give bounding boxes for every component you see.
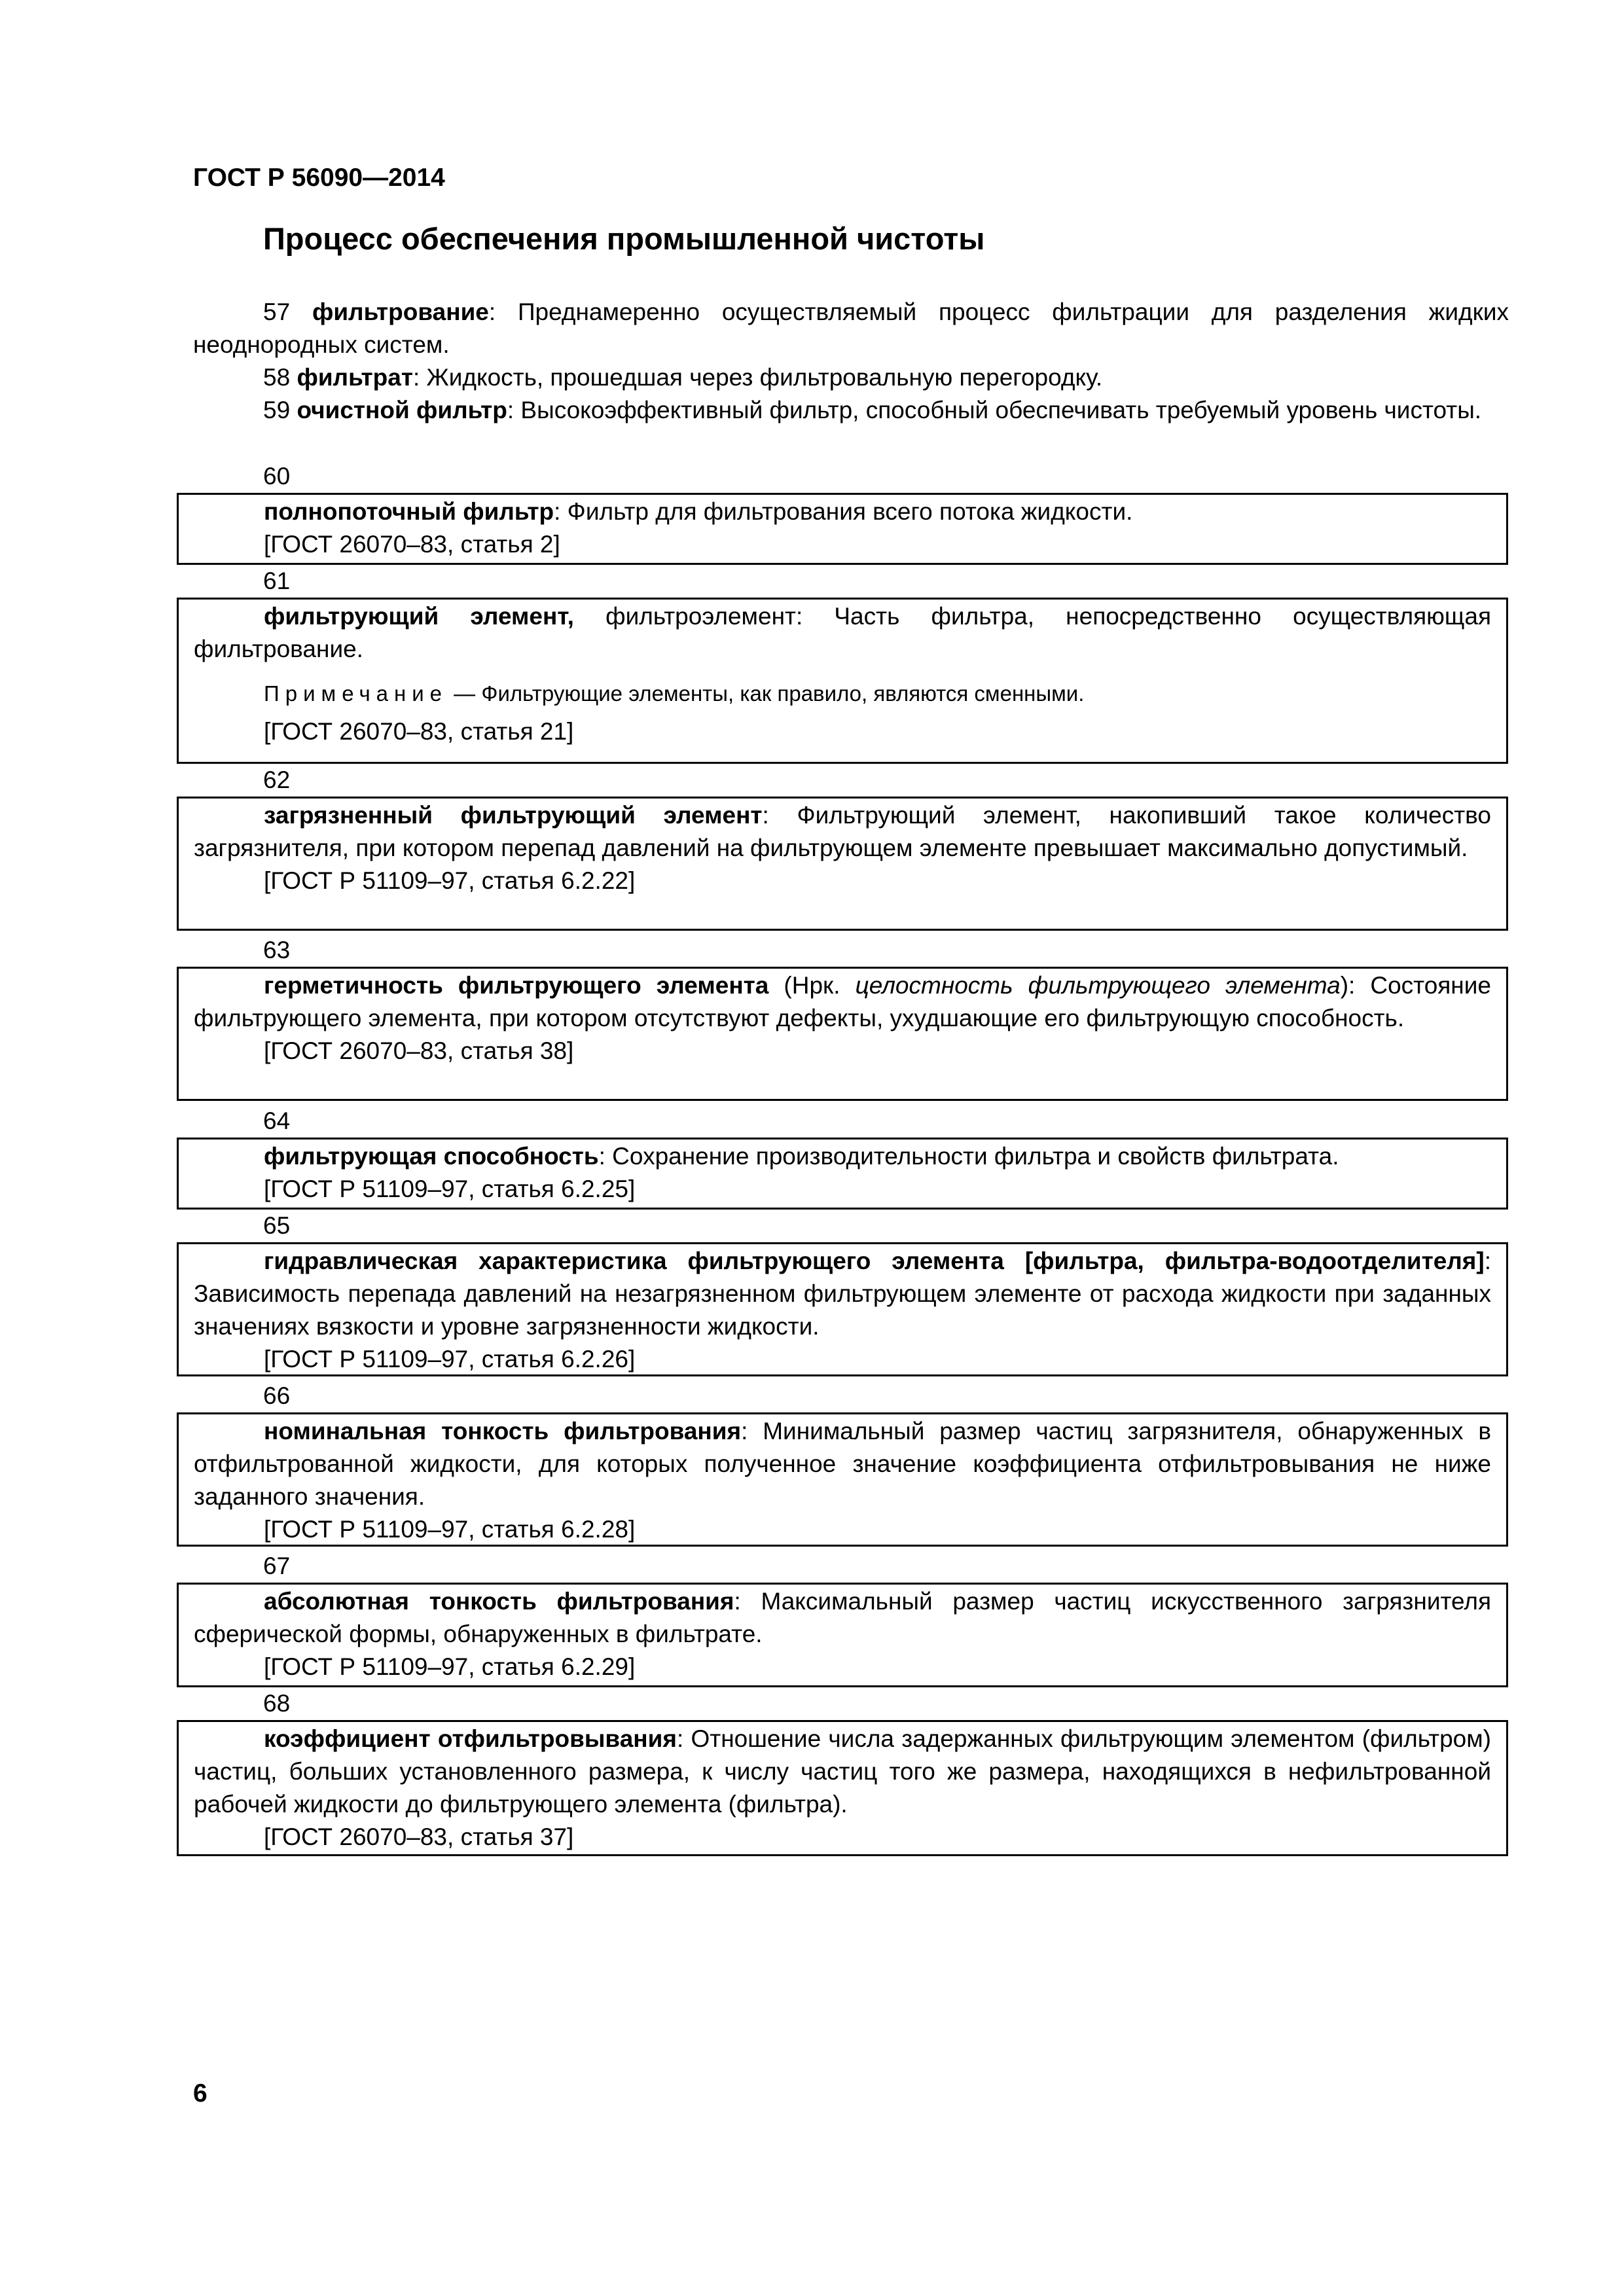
term-definition: : Жидкость, прошедшая через фильтровальную перегородку.: [412, 364, 1103, 391]
term-definition: ): Состояние фильтрующего элемента, при котором отсутствуют дефекты, ухудшающие его фильтрующую способность.: [194, 972, 1491, 1031]
term-definition: : Минимальный размер частиц загрязнителя, обнаруженных в отфильтрованной жидкости, для которых полученное значение коэффициента отфильтровывания не ниже заданного значения.: [194, 1418, 1491, 1510]
section-title: Процесс обеспечения промышленной чистоты: [263, 221, 985, 256]
term-name: номинальная тонкость фильтрования: [264, 1418, 742, 1444]
term-number: 63: [263, 937, 291, 963]
term-number: 68: [263, 1690, 291, 1717]
term-name: загрязненный фильтрующий элемент: [264, 802, 763, 829]
term-source: [ГОСТ 26070–83, статья 38]: [264, 1037, 574, 1064]
document-code: ГОСТ Р 56090—2014: [193, 164, 445, 192]
intro-terms: [193, 296, 1509, 427]
term-source: [ГОСТ 26070–83, статья 21]: [264, 718, 574, 745]
term-number: 67: [263, 1552, 291, 1579]
term-source: [ГОСТ Р 51109–97, статья 6.2.22]: [264, 867, 636, 894]
term-number: 60: [263, 463, 291, 490]
term-definition: : Сохранение производительности фильтра и свойств фильтрата.: [598, 1143, 1339, 1170]
term-definition: : Максимальный размер частиц искусственного загрязнителя сферической формы, обнаруженных в фильтрате.: [194, 1588, 1491, 1647]
term-name: фильтрат: [297, 364, 413, 391]
term-name: коэффициент отфильтровывания: [264, 1725, 677, 1752]
term-name: абсолютная тонкость фильтрования: [264, 1588, 734, 1615]
term-box-62: [177, 797, 1508, 931]
term-box-60: [177, 493, 1508, 565]
term-definition: : Фильтр для фильтрования всего потока жидкости.: [554, 498, 1133, 525]
term-name: фильтрование: [312, 298, 489, 325]
term-number: 65: [263, 1212, 291, 1239]
term-57: 57 фильтрование: Преднамеренно осуществляемый процесс фильтрации для разделения жидких неоднородных систем.: [193, 298, 1509, 358]
term-name: полнопоточный фильтр: [264, 498, 554, 525]
term-box-66: [177, 1412, 1508, 1547]
term-59: 59 очистной фильтр: Высокоэффективный фильтр, способный обеспечивать требуемый уровень чистоты.: [263, 397, 1482, 423]
term-number: 64: [263, 1107, 291, 1134]
term-box-63: герметичность фильтрующего элемента (Нрк. целостность фильтрующего элемента): Состояние фильтрующего элемента, при котором отсутствуют дефекты, ухудшающие его фильтрующую способность. [ГОСТ 26070–83, статья 38]: [177, 967, 1508, 1101]
term-name: фильтрующая способность: [264, 1143, 599, 1170]
term-name: очистной фильтр: [297, 397, 507, 423]
term-definition: : Зависимость перепада давлений на незагрязненном фильтрующем элементе от расхода жидкости при заданных значениях вязкости и уровне загрязненности жидкости.: [194, 1247, 1491, 1340]
term-box-61: [177, 598, 1508, 764]
term-source: [ГОСТ 26070–83, статья 2]: [264, 531, 560, 558]
term-box-64: [177, 1138, 1508, 1210]
term-definition: фильтроэлемент: Часть фильтра, непосредственно осуществляющая фильтрование.: [194, 603, 1491, 662]
note-text: — Фильтрующие элементы, как правило, являются сменными.: [448, 681, 1085, 706]
term-name: герметичность фильтрующего элемента: [264, 972, 769, 999]
term-definition: : Отношение числа задержанных фильтрующим элементом (фильтром) частиц, больших установленного размера, к числу частиц того же размера, находящихся в нефильтрованной рабочей жидкости до фильтрующего элемента (фильтра).: [194, 1725, 1491, 1818]
term-number: 62: [263, 766, 291, 793]
page-number: 6: [193, 2079, 208, 2108]
term-definition: : Преднамеренно осуществляемый процесс фильтрации для разделения жидких неоднородных систем.: [193, 298, 1509, 358]
term-source: [ГОСТ Р 51109–97, статья 6.2.29]: [264, 1653, 636, 1680]
term-58: 58 фильтрат: Жидкость, прошедшая через фильтровальную перегородку.: [263, 364, 1103, 391]
term-note: [194, 677, 1491, 710]
term-source: [ГОСТ Р 51109–97, статья 6.2.26]: [264, 1346, 636, 1372]
term-box-65: [177, 1242, 1508, 1376]
term-definition: : Высокоэффективный фильтр, способный обеспечивать требуемый уровень чистоты.: [507, 397, 1482, 423]
deprecated-term: целостность фильтрующего элемента: [855, 972, 1341, 999]
term-box-67: [177, 1583, 1508, 1687]
term-number: 61: [263, 567, 291, 594]
term-number: 66: [263, 1382, 291, 1409]
term-name: гидравлическая характеристика фильтрующего элемента [фильтра, фильтра-водоотделителя]: [264, 1247, 1485, 1274]
note-label: Примечание: [264, 681, 448, 706]
term-box-68: [177, 1720, 1508, 1856]
term-definition: : Фильтрующий элемент, накопивший такое количество загрязнителя, при котором перепад давлений на фильтрующем элементе превышает максимально допустимый.: [194, 802, 1491, 861]
term-source: [ГОСТ 26070–83, статья 37]: [264, 1823, 574, 1850]
term-source: [ГОСТ Р 51109–97, статья 6.2.25]: [264, 1175, 636, 1202]
term-source: [ГОСТ Р 51109–97, статья 6.2.28]: [264, 1516, 636, 1543]
term-name: фильтрующий элемент,: [264, 603, 574, 630]
